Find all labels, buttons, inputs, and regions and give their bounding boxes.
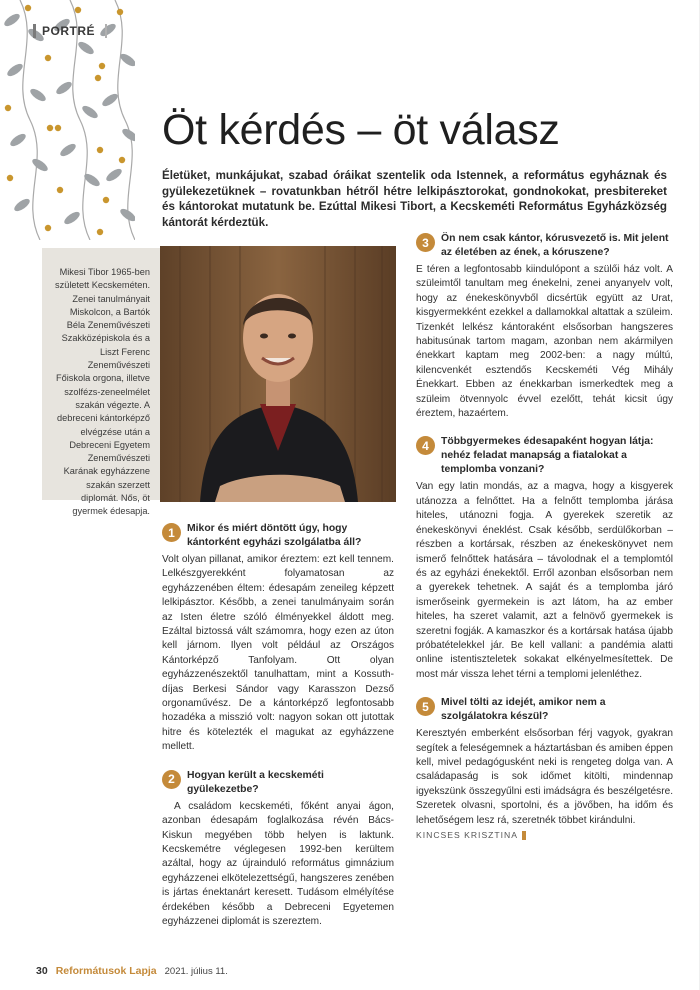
question-4 <box>416 435 673 477</box>
author-byline <box>416 830 673 840</box>
bio-text: Mikesi Tibor 1965-ben született Kecskeméten. Zenei tanulmányait Miskolcon, a Bartók Béla Zeneművészeti Szakközépiskola és a Liszt Ferenc Zeneművészeti Főiskola orgona, illetve szolfézs-zeneelmélet szakán végezte. A debreceni kántorképző elvégzése után a Debreceni Egyetem Zeneművészeti Karának egyházzene szakán szerzett diplomát. Nős, öt gyermek édesapja. <box>55 267 150 517</box>
question-text: Többgyermekes édesapaként hogyan látja: nehéz feladat manapság a fiatalokat a templomba vonzani? <box>441 436 654 476</box>
question-number-badge: 2 <box>162 770 181 789</box>
article-column-right <box>416 232 673 854</box>
author-name: KINCSES KRISZTINA <box>416 830 518 840</box>
rubric-divider <box>105 24 107 38</box>
qa-block-5 <box>416 696 673 840</box>
question-number-badge: 4 <box>416 436 435 455</box>
bio-sidebar <box>42 248 160 517</box>
answer-text: E téren a legfontosabb kiindulópont a szülői ház volt. A szüleimtől tanultam meg énekelni, zenei anyanyelv volt, hogy az énekeskönyvből dicsértük együtt az Urat, kisgyermekként ezekkel a dallamokkal altattak a szüleim. Tizenkét lelkész kántoraként elsősorban hangszeres habitusúnak tartom magam, azonban nem akármilyen énekkart kaptam meg 2002-ben: a nagy múltú, kilencvenkét esztendős Kecskeméti Vég Mihály Énekkart. Ebben az énekkarban ismerkedtek meg a szüleim ötvennyolc évvel ezelőtt, tehát kicsit úgy éreztem, hazaértem. <box>416 264 673 420</box>
end-mark-icon <box>522 831 526 840</box>
qa-block-2 <box>162 769 394 930</box>
question-2 <box>162 769 394 797</box>
section-rubric <box>33 20 107 42</box>
question-number-badge: 5 <box>416 697 435 716</box>
answer-text: Keresztyén emberként elsősorban férj vagyok, gyakran segítek a feleségemnek a háztartásban és amiben éppen kell, mivel pedagógusként neki is rengeteg dolga van. A családapaság is sok időmet kitölti, mindennap igyekszünk összegyűlni esti imádságra és beszélgetésre. Szeretek olvasni, sportolni, és a jövőben, ha időm és lehetőségem lesz rá, szeretnék többet kirándulni. <box>416 728 673 826</box>
portrait-photo <box>160 246 396 502</box>
rubric-bar <box>33 24 36 38</box>
answer-text: A családom kecskeméti, főként anyai ágon, azonban édesapám foglalkozása révén Bács-Kiskun megyében több helyen is laktunk. Kecskemétre véglegesen 1992-ben kerültem azáltal, hogy az újrainduló református gimnázium egyházzenei elkötelezettségű, hangszeres zenében is jártas énektanárt keresett. Tudásom elmélyítése érdekében később a Debreceni Egyetemen egyházzenei diplomát is szereztem. <box>162 800 394 927</box>
question-text: Mikor és miért döntött úgy, hogy kántorként egyházi szolgálatba áll? <box>187 523 362 548</box>
question-3 <box>416 232 673 260</box>
question-number-badge: 3 <box>416 233 435 252</box>
qa-block-3 <box>416 232 673 421</box>
question-1 <box>162 522 394 550</box>
qa-block-4 <box>416 435 673 682</box>
portrait-illustration <box>160 246 396 502</box>
issue-date: 2021. július 11. <box>164 966 228 977</box>
qa-block-1 <box>162 522 394 755</box>
article-lead: Életüket, munkájukat, szabad óráikat szentelik oda Istennek, a református egyháznak és gyülekezetüknek – rovatunkban hétről hétre lelkipásztorokat, gondnokokat, presbitereket és kántorokat mutatunk be. Ezúttal Mikesi Tibort, a Kecskeméti Református Egyházközség kántorát kérdeztük. <box>162 169 667 229</box>
article-column-left <box>162 522 394 943</box>
page-footer <box>36 965 228 977</box>
question-text: Hogyan került a kecskeméti gyülekezetbe? <box>187 769 324 795</box>
question-text: Ön nem csak kántor, kórusvezető is. Mit jelent az életében az ének, a kóruszene? <box>441 233 669 258</box>
question-5 <box>416 696 673 724</box>
rubric-label: PORTRÉ <box>42 24 96 38</box>
article-headline: Öt kérdés – öt válasz <box>162 106 560 154</box>
magazine-name: Reformátusok Lapja <box>55 965 157 977</box>
page-number: 30 <box>36 965 48 977</box>
question-number-badge: 1 <box>162 523 181 542</box>
question-text: Mivel tölti az idejét, amikor nem a szolgálatokra készül? <box>441 697 606 723</box>
answer-text: Van egy latin mondás, az a magva, hogy a kisgyerek utánozza a felnőttet. Ha a felnőtt templomba járása hiteles, utánozni fogja. A gyerekek szeretik az énekeskönyvi éneklést. Csak később, serdülőkorban – részben a kortársak, részben az énekeskönyvet nem ismerő felnőttek hatására – távolodnak el a templomtól és az egyházi énekektől. Erről azonban elsősorban nem a gyerekek tehetnek. A saját és a templomba járó ismerőseink gyermekein is azt látom, ha az ember hiteles, ha szeret valamit, azt a felnövő gyermekek is szeretni fogják. A kamaszkor és a kortársak hatása újabb próbatételekkel jár. Be kell vallani: a pandémia alatti online istentiszteletek sokakat elkényelmesítettek. De most már vissza lehet térni a templomi jelenléthez. <box>416 481 673 680</box>
answer-text: Volt olyan pillanat, amikor éreztem: ezt kell tennem. Lelkészgyerekként folyamatosan az egyházzenében éltem: édesapám zeneileg képzett lelkipásztor. Később, a zenei tanulmányaim során az Isten életre szóló élményekkel áldott meg. Ezáltal biztossá vált számomra, hogy ezen az úton kell járnom. Ilyen volt például az Országos Kántorképző Tanfolyam. Ott olyan egyházzenészektől tanulhattam, mint a Kossuth-díjas Berkesi Sándor vagy Karasszon Dezső orgonaművész. De a kántorképző legfontosabb hozadéka a misszió volt: nagyon sokan ott jutottak hitre és kötelezték el magukat az egyházzene mellett. <box>162 554 394 753</box>
